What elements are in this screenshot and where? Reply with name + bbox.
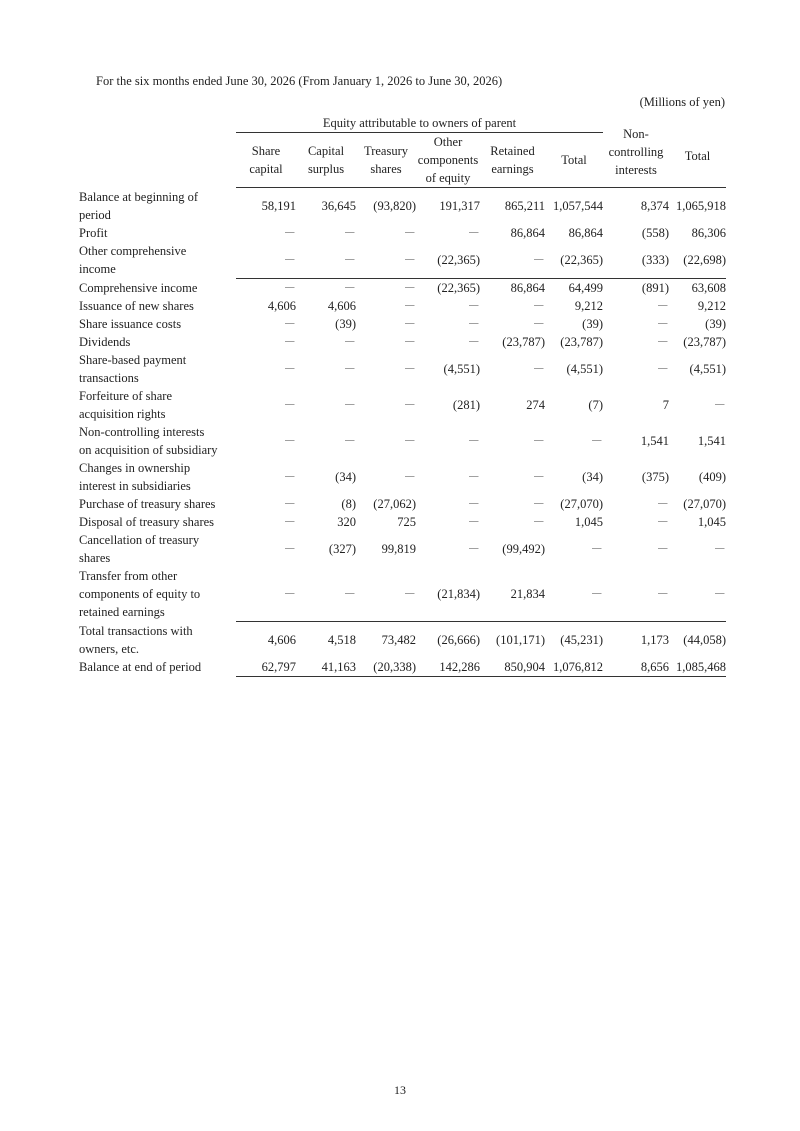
table-cell: －: [532, 317, 545, 331]
table-cell: (4,551): [689, 362, 726, 376]
table-cell: －: [403, 317, 416, 331]
row-label-line: owners, etc.: [79, 641, 140, 656]
table-cell: －: [713, 398, 726, 412]
row-label-line: components of equity to: [79, 587, 201, 602]
table-cell: (23,787): [502, 335, 545, 349]
table-cell: －: [343, 253, 356, 267]
header-blank: [79, 114, 236, 133]
table-cell: 274: [526, 398, 545, 412]
table-cell: 58,191: [261, 199, 296, 213]
table-row: [79, 622, 726, 659]
table-cell: 8,374: [640, 199, 669, 213]
table-cell: 4,606: [267, 299, 296, 313]
table-cell: 86,864: [568, 226, 603, 240]
table-cell: －: [403, 335, 416, 349]
col-header-capital-surplus: Capital surplus: [296, 133, 356, 188]
table-cell: 865,211: [504, 199, 545, 213]
table-row: [79, 387, 726, 423]
table-cell: －: [283, 515, 296, 529]
table-cell: －: [467, 299, 480, 313]
col-header-non-controlling: Non- controlling interests: [603, 114, 669, 188]
table-cell: －: [532, 299, 545, 313]
table-cell: －: [532, 362, 545, 376]
table-cell: 63,608: [669, 279, 726, 298]
table-cell: (4,551): [566, 362, 603, 376]
table-row: [79, 658, 726, 677]
table-cell: －: [467, 434, 480, 448]
units-note: (Millions of yen): [639, 95, 725, 109]
table-cell: －: [296, 279, 356, 298]
table-cell: －: [656, 362, 669, 376]
row-label-line: Balance at beginning of: [79, 189, 199, 204]
row-label-line: on acquisition of subsidiary: [79, 443, 218, 457]
equity-statement-table: [79, 114, 726, 677]
row-label-line: Balance at end of period: [79, 660, 202, 675]
table-cell: －: [532, 470, 545, 484]
table-cell: (99,492): [502, 542, 545, 556]
row-label-line: shares: [79, 551, 111, 565]
table-cell: 320: [337, 515, 356, 529]
table-cell: 1,085,468: [669, 658, 726, 677]
table-cell: 142,286: [416, 658, 480, 677]
row-label-line: acquisition rights: [79, 407, 166, 421]
table-cell: 99,819: [381, 542, 416, 556]
table-cell: －: [590, 434, 603, 448]
table-cell: －: [656, 299, 669, 313]
table-cell: 7: [662, 398, 669, 412]
table-cell: (34): [582, 470, 603, 484]
table-cell: －: [283, 542, 296, 556]
table-cell: 1,541: [640, 434, 669, 448]
table-cell: －: [283, 470, 296, 484]
table-cell: －: [590, 587, 603, 601]
header-blank-2: [79, 133, 236, 188]
table-cell: －: [283, 226, 296, 240]
table-cell: (375): [641, 470, 669, 484]
table-cell: －: [403, 470, 416, 484]
table-cell: －: [283, 335, 296, 349]
table-cell: (27,070): [560, 497, 603, 511]
table-cell: 86,864: [510, 226, 545, 240]
table-cell: －: [532, 515, 545, 529]
table-row: [79, 242, 726, 279]
row-label: [79, 297, 236, 315]
table-cell: －: [403, 253, 416, 267]
table-cell: －: [532, 253, 545, 267]
col-header-other-components: Other components of equity: [416, 133, 480, 188]
row-label-line: Changes in ownership: [79, 461, 191, 475]
col-header-treasury-shares: Treasury shares: [356, 133, 416, 188]
row-label-line: Comprehensive income: [79, 280, 198, 295]
table-cell: (409): [698, 470, 726, 484]
table-cell: －: [467, 470, 480, 484]
table-row: [79, 513, 726, 531]
table-cell: －: [656, 587, 669, 601]
table-cell: (23,787): [560, 335, 603, 349]
table-cell: (39): [582, 317, 603, 331]
row-label: [79, 459, 236, 495]
table-cell: －: [283, 253, 296, 267]
table-row: [79, 351, 726, 387]
table-cell: (21,834): [437, 587, 480, 601]
row-label-line: period: [79, 207, 111, 222]
col-header-retained-earnings: Retained earnings: [480, 133, 545, 188]
table-cell: 4,606: [236, 622, 296, 659]
table-cell: 1,173: [603, 622, 669, 659]
table-cell: －: [656, 335, 669, 349]
row-label-line: Other comprehensive: [79, 244, 187, 259]
table-cell: －: [283, 434, 296, 448]
table-cell: 191,317: [439, 199, 480, 213]
row-label-line: retained earnings: [79, 605, 165, 620]
table-cell: 725: [397, 515, 416, 529]
row-label-line: Dividends: [79, 335, 131, 349]
table-cell: －: [713, 542, 726, 556]
table-row: [79, 333, 726, 351]
table-cell: (44,058): [669, 622, 726, 659]
row-label-line: transactions: [79, 371, 139, 385]
table-cell: －: [343, 587, 356, 601]
table-cell: －: [656, 497, 669, 511]
table-cell: －: [532, 434, 545, 448]
row-label: [79, 188, 236, 225]
row-label: [79, 387, 236, 423]
table-cell: 1,541: [697, 434, 726, 448]
row-label: [79, 567, 236, 622]
table-cell: (22,365): [560, 253, 603, 267]
table-row: [79, 315, 726, 333]
table-cell: －: [403, 398, 416, 412]
table-cell: －: [343, 362, 356, 376]
table-cell: －: [283, 497, 296, 511]
row-label: [79, 423, 236, 459]
table-row: [79, 224, 726, 242]
table-cell: －: [356, 279, 416, 298]
table-cell: 1,045: [697, 515, 726, 529]
row-label: [79, 513, 236, 531]
row-label-line: Profit: [79, 226, 108, 240]
table-cell: 1,045: [574, 515, 603, 529]
table-cell: (27,070): [683, 497, 726, 511]
page-number: 13: [394, 1083, 406, 1097]
row-label-line: Transfer from other: [79, 569, 178, 584]
table-row: [79, 531, 726, 567]
table-cell: －: [656, 317, 669, 331]
row-label-line: Issuance of new shares: [79, 299, 194, 313]
table-cell: 21,834: [510, 587, 545, 601]
table-cell: (7): [588, 398, 603, 412]
table-cell: 86,864: [480, 279, 545, 298]
table-cell: 4,606: [327, 299, 356, 313]
row-label-line: Non-controlling interests: [79, 425, 205, 439]
row-label-line: Disposal of treasury shares: [79, 515, 215, 529]
table-cell: －: [403, 299, 416, 313]
row-label-line: Forfeiture of share: [79, 389, 173, 403]
row-label: [79, 242, 236, 279]
table-cell: 850,904: [480, 658, 545, 677]
table-cell: (23,787): [683, 335, 726, 349]
table-cell: －: [467, 335, 480, 349]
row-label-line: Share-based payment: [79, 353, 187, 367]
table-cell: －: [343, 226, 356, 240]
row-label-line: income: [79, 262, 116, 277]
table-cell: －: [467, 317, 480, 331]
table-cell: 9,212: [697, 299, 726, 313]
table-cell: 62,797: [236, 658, 296, 677]
table-cell: (20,338): [356, 658, 416, 677]
table-cell: (34): [335, 470, 356, 484]
table-cell: (327): [328, 542, 356, 556]
table-cell: －: [532, 497, 545, 511]
table-cell: －: [403, 226, 416, 240]
row-label: [79, 315, 236, 333]
statement-period-title: For the six months ended June 30, 2026 (From January 1, 2026 to June 30, 2026): [96, 74, 503, 88]
table-cell: 36,645: [321, 199, 356, 213]
table-cell: －: [403, 362, 416, 376]
table-cell: －: [283, 362, 296, 376]
table-cell: (333): [641, 253, 669, 267]
table-cell: －: [467, 497, 480, 511]
table-cell: －: [590, 542, 603, 556]
parent-equity-group-header: Equity attributable to owners of parent: [236, 114, 603, 133]
row-label: [79, 333, 236, 351]
table-cell: 41,163: [296, 658, 356, 677]
table-body: [79, 188, 726, 677]
row-label-line: Total transactions with: [79, 623, 193, 638]
table-cell: (39): [705, 317, 726, 331]
row-label: [79, 495, 236, 513]
table-cell: (891): [603, 279, 669, 298]
table-row: [79, 297, 726, 315]
table-cell: 1,076,812: [545, 658, 603, 677]
table-cell: 9,212: [574, 299, 603, 313]
row-label-line: Purchase of treasury shares: [79, 497, 216, 511]
table-cell: －: [343, 335, 356, 349]
table-cell: (22,365): [437, 253, 480, 267]
row-label: [79, 622, 236, 659]
table-row: [79, 567, 726, 622]
table-cell: 1,065,918: [676, 199, 726, 213]
table-cell: 8,656: [603, 658, 669, 677]
table-cell: (558): [641, 226, 669, 240]
table-cell: 64,499: [545, 279, 603, 298]
row-label-line: interest in subsidiaries: [79, 479, 191, 493]
table-cell: (27,062): [373, 497, 416, 511]
table-cell: －: [656, 515, 669, 529]
row-label: [79, 531, 236, 567]
table-row: [79, 495, 726, 513]
table-cell: (8): [341, 497, 356, 511]
table-cell: －: [283, 317, 296, 331]
table-cell: 73,482: [356, 622, 416, 659]
table-cell: －: [403, 434, 416, 448]
col-header-total-parent: Total: [545, 133, 603, 188]
table-cell: －: [343, 398, 356, 412]
table-cell: －: [343, 434, 356, 448]
table-cell: －: [467, 226, 480, 240]
table-cell: －: [283, 398, 296, 412]
table-cell: (4,551): [443, 362, 480, 376]
table-cell: －: [656, 542, 669, 556]
table-cell: (26,666): [416, 622, 480, 659]
table-row: [79, 459, 726, 495]
row-label: [79, 658, 236, 677]
table-cell: 1,057,544: [553, 199, 603, 213]
table-cell: (101,171): [480, 622, 545, 659]
table-cell: －: [236, 279, 296, 298]
table-row: [79, 279, 726, 298]
table-cell: －: [467, 542, 480, 556]
col-header-share-capital: Share capital: [236, 133, 296, 188]
row-label-line: Share issuance costs: [79, 317, 182, 331]
table-cell: (22,698): [683, 253, 726, 267]
table-cell: (281): [452, 398, 480, 412]
table-cell: －: [283, 587, 296, 601]
table-cell: 86,306: [691, 226, 726, 240]
table-cell: (45,231): [545, 622, 603, 659]
table-cell: 4,518: [296, 622, 356, 659]
table-cell: －: [713, 587, 726, 601]
row-label: [79, 351, 236, 387]
row-label: [79, 224, 236, 242]
table-row: [79, 423, 726, 459]
row-label-line: Cancellation of treasury: [79, 533, 200, 547]
table-row: [79, 188, 726, 225]
table-cell: (22,365): [416, 279, 480, 298]
row-label: [79, 279, 236, 298]
table-cell: －: [403, 587, 416, 601]
table-cell: (39): [335, 317, 356, 331]
col-header-total: Total: [669, 114, 726, 188]
table-cell: (93,820): [373, 199, 416, 213]
table-cell: －: [467, 515, 480, 529]
